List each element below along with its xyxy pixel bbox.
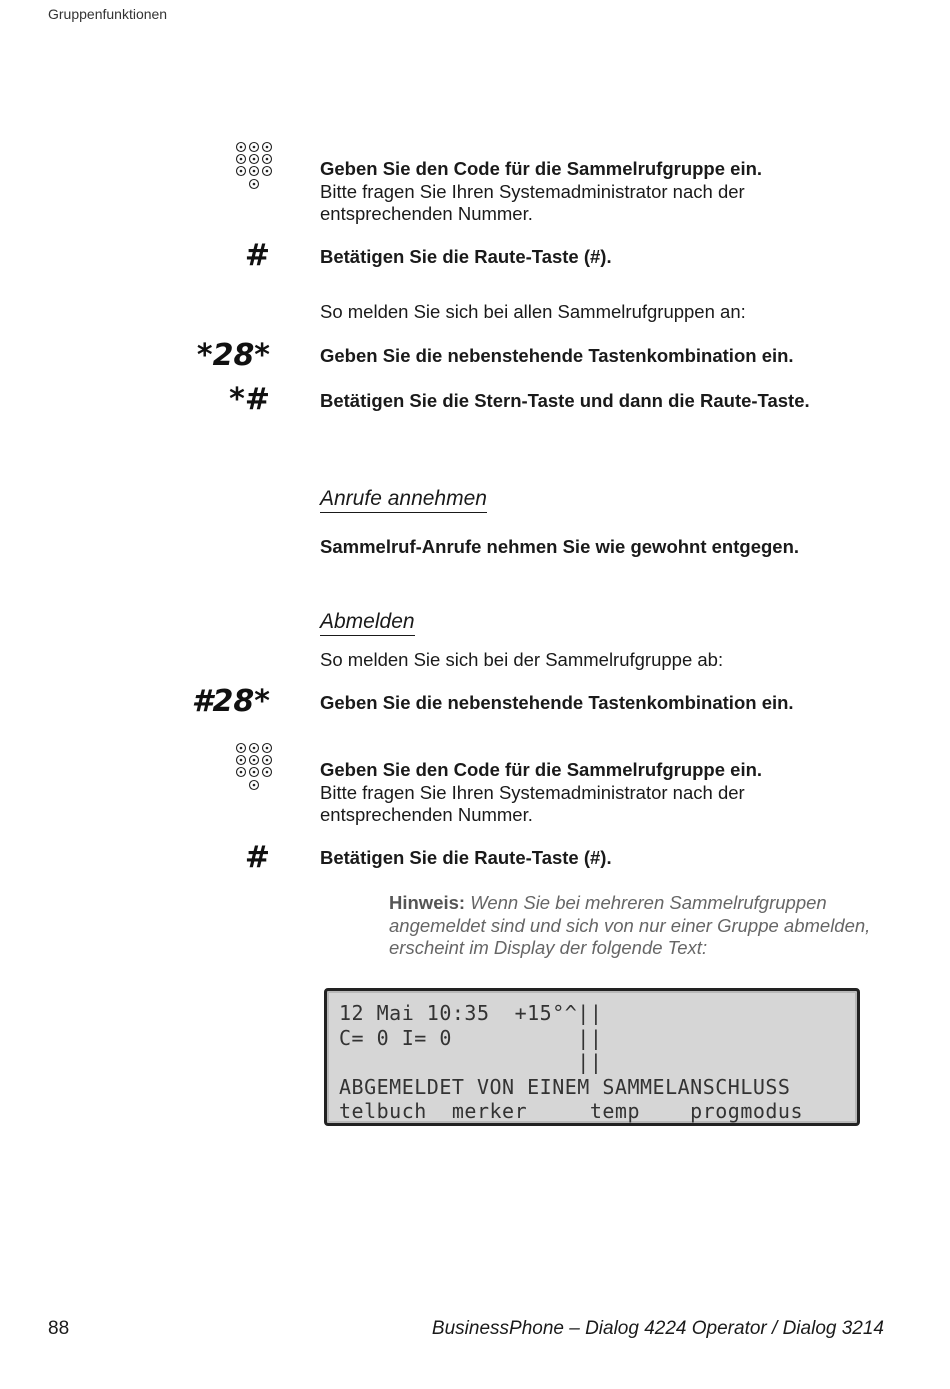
page-number: 88 — [48, 1318, 70, 1339]
logout-code-entry-text: Bitte fragen Sie Ihren Systemadministrator nach der entsprechenden Nummer. — [320, 781, 745, 825]
step-key-combo-text: Geben Sie die nebenstehende Tastenkombination ein. — [320, 345, 794, 366]
logout-key-combo-text: Geben Sie die nebenstehende Tastenkombination ein. — [320, 692, 794, 713]
logout-code-entry-title: Geben Sie den Code für die Sammelrufgruppe ein. — [320, 759, 763, 780]
keypad-icon — [234, 141, 274, 193]
section-heading-answer: Anrufe annehmen — [320, 488, 487, 513]
display-line: 12 Mai 10:35 +15°^|| — [339, 1001, 603, 1025]
step-code-entry-text: Bitte fragen Sie Ihren Systemadministrator nach der entsprechenden Nummer. — [320, 180, 745, 224]
display-line: ABGEMELDET VON EINEM SAMMELANSCHLUSS — [339, 1074, 791, 1099]
display-line: C= 0 I= 0 || — [339, 1025, 603, 1050]
login-all-intro: So melden Sie sich bei allen Sammelrufgruppen an: — [320, 301, 746, 322]
phone-display — [324, 988, 860, 1126]
display-line: telbuch merker temp progmodus — [339, 1099, 804, 1123]
hash-key-symbol: # — [244, 840, 270, 875]
key-combo-hash28star: #28* — [191, 684, 270, 719]
logout-code-entry — [320, 759, 880, 827]
step-code-entry-title: Geben Sie den Code für die Sammelrufgruppe ein. — [320, 158, 763, 179]
note-box — [389, 892, 889, 960]
logout-intro: So melden Sie sich bei der Sammelrufgruppe ab: — [320, 649, 724, 670]
step-star-hash-text: Betätigen Sie die Stern-Taste und dann die Raute-Taste. — [320, 390, 810, 411]
note-label: Hinweis: — [389, 892, 466, 913]
answer-text: Sammelruf-Anrufe nehmen Sie wie gewohnt entgegen. — [320, 536, 800, 557]
logout-hash-text: Betätigen Sie die Raute-Taste (#). — [320, 847, 612, 868]
step-hash-text: Betätigen Sie die Raute-Taste (#). — [320, 246, 612, 267]
keypad-icon — [234, 742, 274, 794]
running-header: Gruppenfunktionen — [48, 6, 168, 22]
step-code-entry — [320, 158, 880, 226]
footer-title: BusinessPhone – Dialog 4224 Operator / Dialog 3214 — [431, 1318, 884, 1339]
key-combo-star-hash: *# — [229, 382, 270, 417]
hash-key-symbol: # — [244, 238, 270, 273]
display-line: || — [339, 1050, 603, 1074]
section-heading-logout: Abmelden — [320, 611, 415, 636]
note-text: Wenn Sie bei mehreren Sammelrufgruppen angemeldet sind und sich von nur einer Gruppe abmelden, erscheint im Display der folgende Text: — [389, 892, 871, 958]
key-combo-star28star: *28* — [196, 338, 270, 373]
